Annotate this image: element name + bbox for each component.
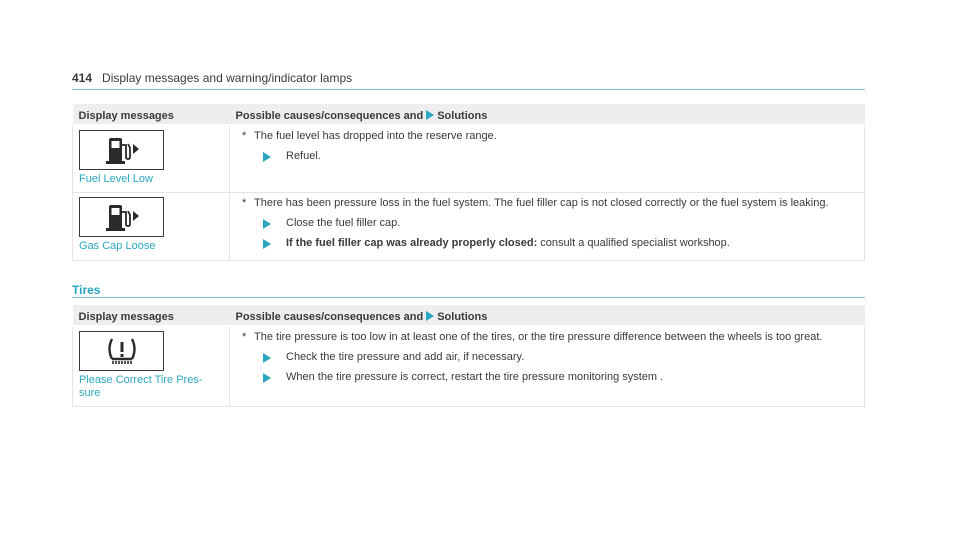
arrow-icon [426,110,434,120]
col-display-messages: Display messages [73,305,230,326]
page-header [72,71,865,90]
solution-cell [230,125,865,193]
table-header-row [73,104,865,125]
solution-step: Refuel. [242,150,854,163]
arrow-icon [263,353,271,363]
arrow-icon [263,219,271,229]
cause-text: * The fuel level has dropped into the reserve range. [242,130,497,142]
table-row [73,326,865,407]
solution-cell [230,193,865,261]
arrow-icon [263,239,271,249]
tire-messages-table [72,305,865,407]
arrow-icon [426,311,434,321]
col-causes-solutions: Possible causes/consequences and Solutions [230,104,865,125]
tire-pressure-warning-icon [79,331,164,371]
fuel-pump-icon [79,130,164,170]
page-title: Display messages and warning/indicator lamps [102,71,353,85]
arrow-icon [263,373,271,383]
solution-cell [230,326,865,407]
table-header-row [73,305,865,326]
solution-step: If the fuel filler cap was already properly closed: consult a qualified specialist workshop. [242,237,854,250]
cause-text: * There has been pressure loss in the fuel system. The fuel filler cap is not closed correctly or the fuel system is leaking. [242,197,829,209]
cause-text: * The tire pressure is too low in at least one of the tires, or the tire pressure difference between the wheels is too great. [242,331,823,343]
page-number: 414 [72,71,93,85]
arrow-icon [263,152,271,162]
message-label: Please Correct Tire Pres- sure [79,374,203,399]
message-label: Gas Cap Loose [79,240,156,252]
solution-step: When the tire pressure is correct, restart the tire pressure monitoring system . [242,371,854,384]
table-row [73,193,865,261]
col-causes-solutions: Possible causes/consequences and Solutions [230,305,865,326]
fuel-pump-icon [79,197,164,237]
table-row [73,125,865,193]
section-title-tires: Tires [72,283,865,298]
message-cell [73,125,230,193]
fuel-messages-table [72,104,865,261]
message-cell [73,193,230,261]
solution-step: Check the tire pressure and add air, if necessary. [242,351,854,364]
message-label: Fuel Level Low [79,173,153,185]
col-display-messages: Display messages [73,104,230,125]
solution-step: Close the fuel filler cap. [242,217,854,230]
message-cell [73,326,230,407]
